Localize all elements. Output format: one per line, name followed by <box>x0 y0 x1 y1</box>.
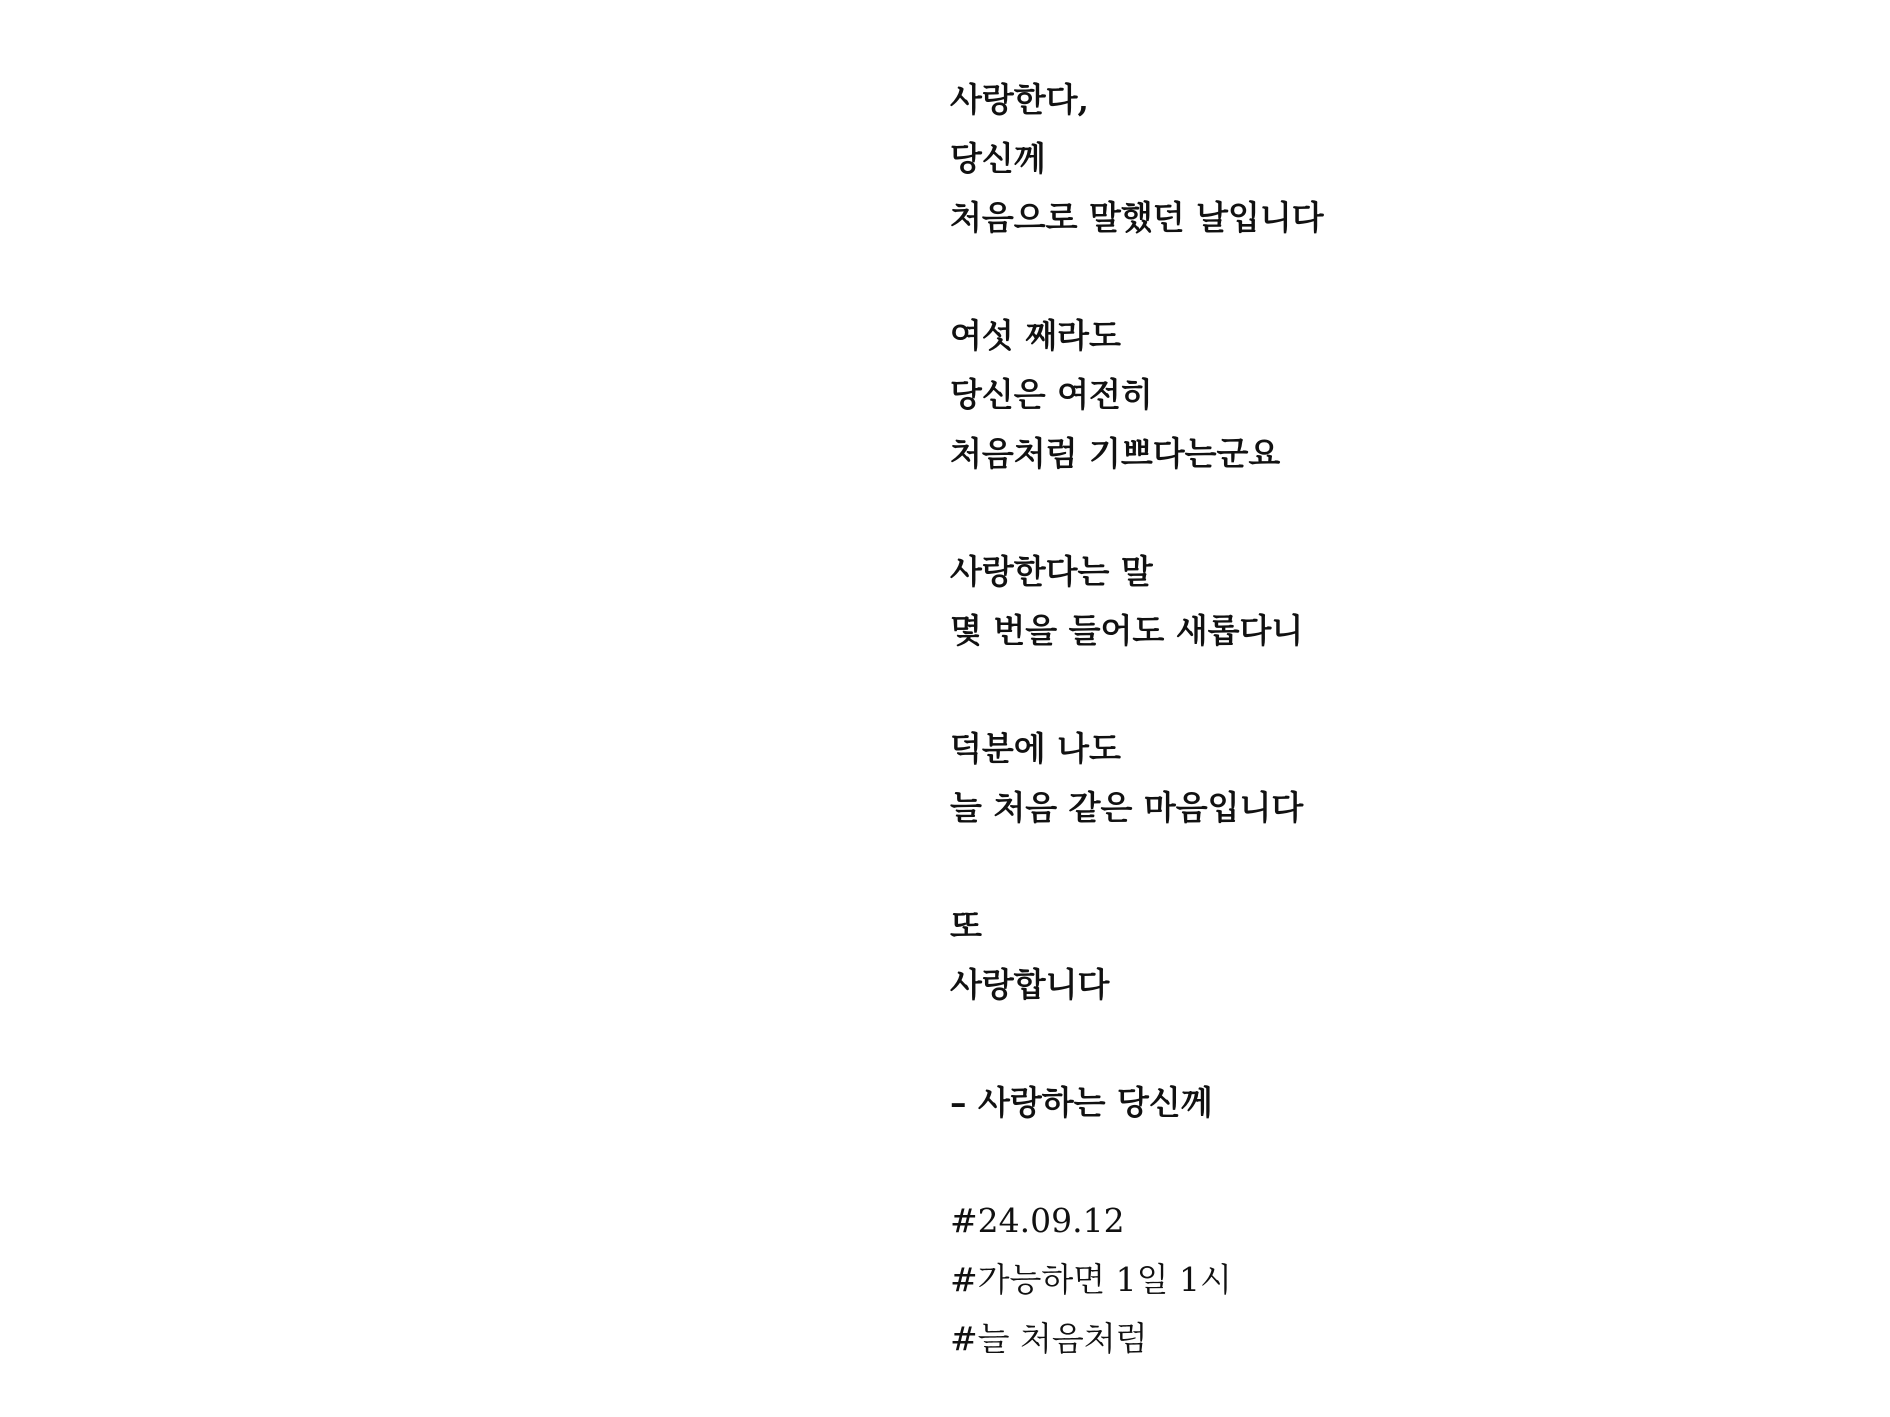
stanza-divider <box>950 483 1324 542</box>
poem-line: 사랑합니다 <box>950 965 1110 1004</box>
poem-line: 당신은 여전히 <box>950 375 1153 414</box>
stanza-divider <box>950 660 1324 719</box>
poem-line: 늘 처음 같은 마음입니다 <box>950 788 1304 827</box>
stanza-2 <box>950 306 1324 483</box>
poem-container <box>950 70 1324 1368</box>
poem-line: 당신께 <box>950 139 1046 178</box>
stanza-1 <box>950 70 1324 247</box>
stanza-5 <box>950 896 1324 1014</box>
stanza-divider <box>950 837 1324 896</box>
stanza-divider <box>950 247 1324 306</box>
signature-line: – 사랑하는 당신께 <box>950 1083 1213 1122</box>
stanza-3 <box>950 542 1324 660</box>
poem-line: 사랑한다는 말 <box>950 552 1153 591</box>
poem-line: 처음으로 말했던 날입니다 <box>950 198 1324 237</box>
signature <box>950 1073 1324 1132</box>
poem-line: 덕분에 나도 <box>950 729 1121 768</box>
hashtag-list <box>950 1191 1324 1368</box>
stanza-4 <box>950 719 1324 837</box>
hashtag: #가능하면 1일 1시 <box>950 1260 1232 1299</box>
poem-line: 사랑한다, <box>950 80 1090 119</box>
hashtag: #늘 처음처럼 <box>950 1319 1148 1358</box>
poem-line: 처음처럼 기쁘다는군요 <box>950 434 1281 473</box>
hashtag-date: #24.09.12 <box>950 1201 1125 1240</box>
poem-line: 몇 번을 들어도 새롭다니 <box>950 611 1304 650</box>
poem-line: 또 <box>950 906 982 945</box>
poem-line: 여섯 째라도 <box>950 316 1121 355</box>
section-divider <box>950 1132 1324 1191</box>
stanza-divider <box>950 1014 1324 1073</box>
